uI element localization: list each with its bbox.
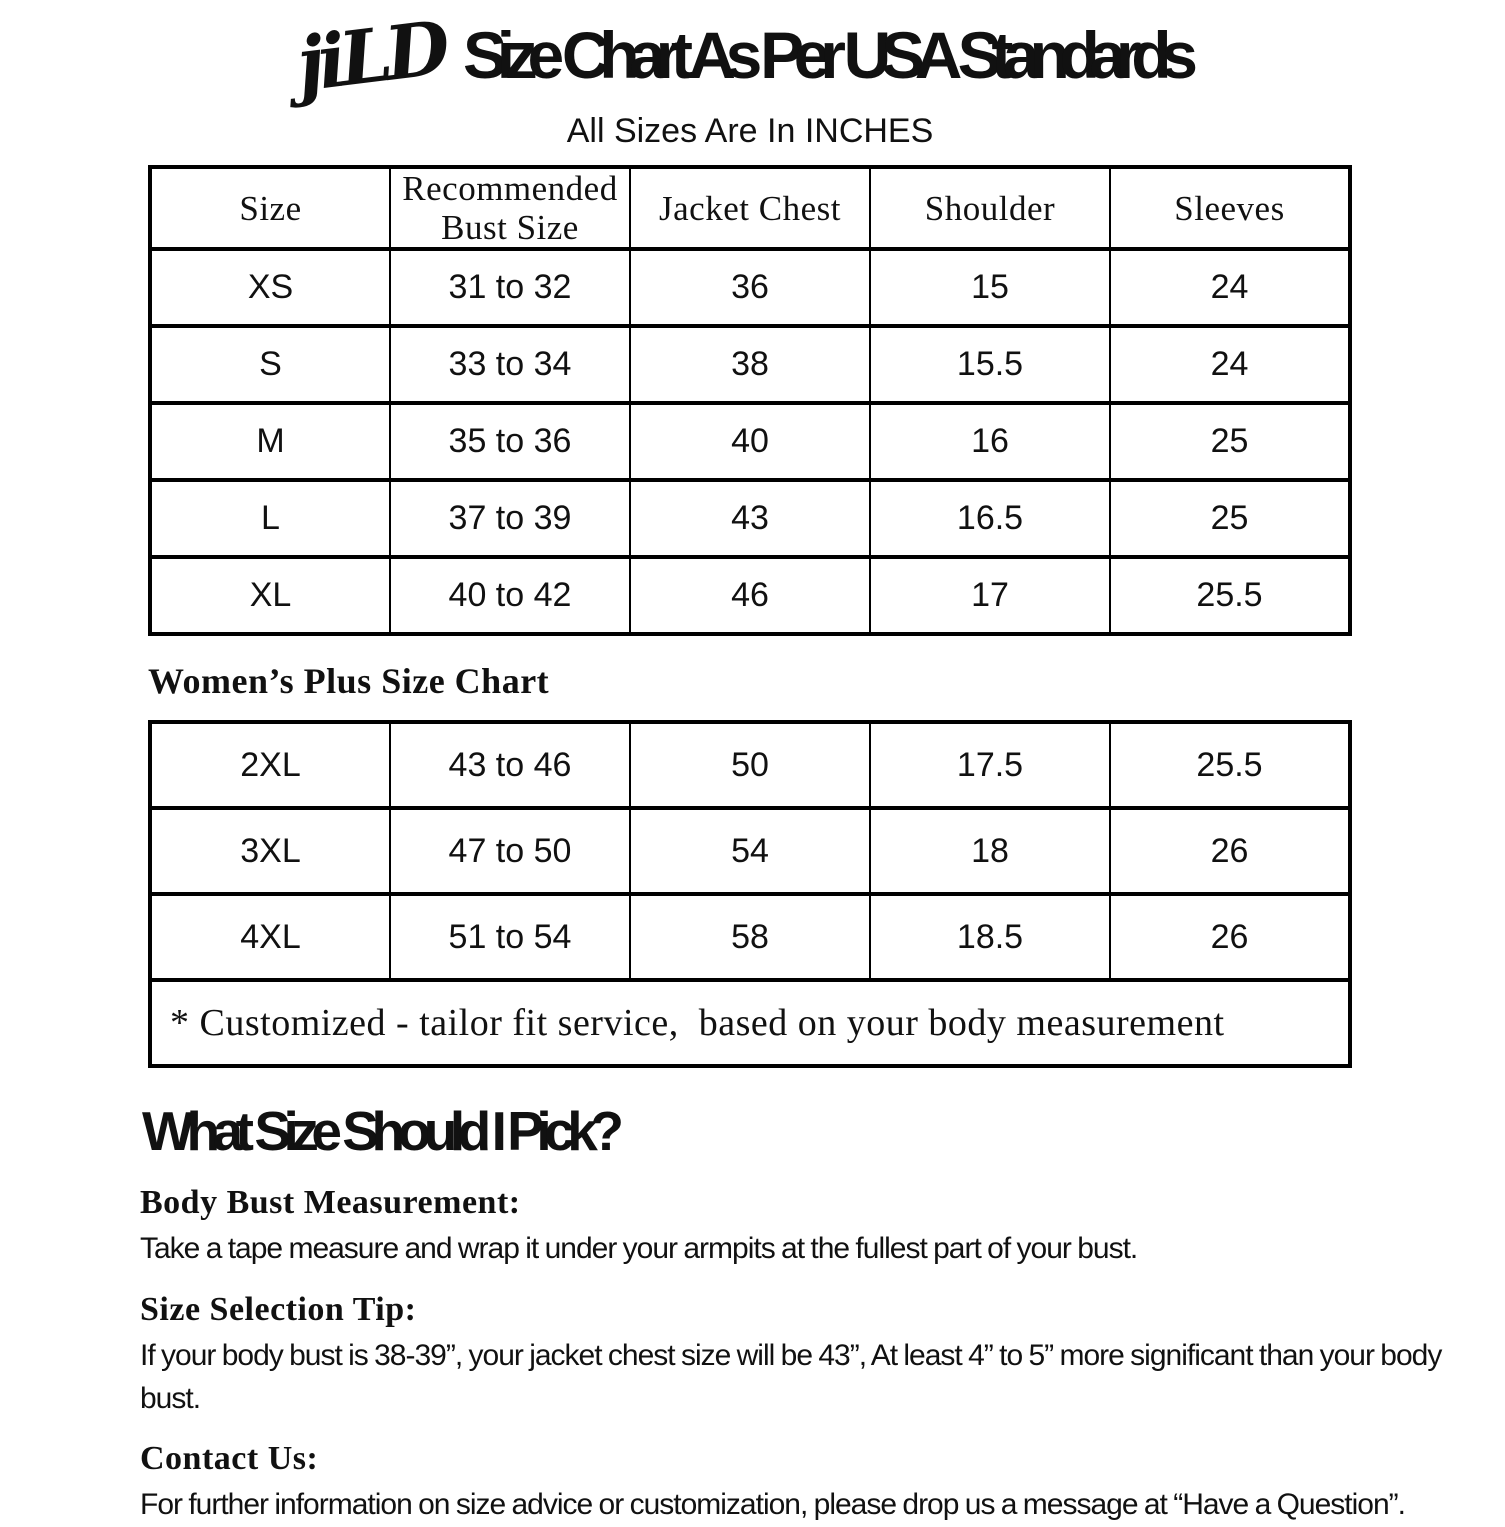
table-cell: 35 to 36 <box>390 403 630 480</box>
section-text: If your body bust is 38-39”, your jacket chest size will be 43”, At least 4” to 5” more significant than your body bust. <box>140 1338 1442 1415</box>
table-row-xl <box>150 557 1350 634</box>
table-cell: 50 <box>630 722 870 808</box>
guide-heading: What Size Should I Pick? <box>142 1100 624 1163</box>
col-header-recommended-bust-size: Recommended Bust Size <box>390 167 630 249</box>
section-text: Take a tape measure and wrap it under your armpits at the fullest part of your bust. <box>140 1232 1138 1266</box>
section-size-selection-tip <box>140 1291 1505 1420</box>
col-header-jacket-chest: Jacket Chest <box>630 167 870 249</box>
table-cell: 54 <box>630 808 870 894</box>
table-cell: 46 <box>630 557 870 634</box>
table-cell: 36 <box>630 249 870 326</box>
title-row <box>0 5 1500 112</box>
table-cell: 16 <box>870 403 1110 480</box>
size-guide <box>140 1102 1505 1526</box>
table-cell: 51 to 54 <box>390 894 630 980</box>
table-cell: 15.5 <box>870 326 1110 403</box>
table-cell: 15 <box>870 249 1110 326</box>
table-row-m <box>150 403 1350 480</box>
table-cell: 25 <box>1110 480 1350 557</box>
col-header-sleeves: Sleeves <box>1110 167 1350 249</box>
table-cell: 18 <box>870 808 1110 894</box>
table-cell: 18.5 <box>870 894 1110 980</box>
table-cell: 43 <box>630 480 870 557</box>
table-cell: 25 <box>1110 403 1350 480</box>
header <box>0 0 1500 151</box>
main-table-header-row <box>150 167 1350 249</box>
table-cell: S <box>150 326 390 403</box>
section-title: Body Bust Measurement: <box>140 1184 521 1222</box>
table-cell: 33 to 34 <box>390 326 630 403</box>
page-title: Size Chart As Per USA Standards <box>462 18 1198 92</box>
table-cell: 3XL <box>150 808 390 894</box>
table-cell: 17.5 <box>870 722 1110 808</box>
section-contact-us <box>140 1440 1505 1527</box>
col-header-size: Size <box>150 167 390 249</box>
table-cell: L <box>150 480 390 557</box>
table-cell: 24 <box>1110 326 1350 403</box>
table-cell: 17 <box>870 557 1110 634</box>
table-cell: XL <box>150 557 390 634</box>
table-row-s <box>150 326 1350 403</box>
section-body-bust-measurement <box>140 1184 1505 1271</box>
table-cell: 26 <box>1110 894 1350 980</box>
table-cell: 16.5 <box>870 480 1110 557</box>
main-size-table <box>148 165 1352 636</box>
table-cell: 26 <box>1110 808 1350 894</box>
table-row-l <box>150 480 1350 557</box>
table-cell: 43 to 46 <box>390 722 630 808</box>
table-cell: 31 to 32 <box>390 249 630 326</box>
col-header-shoulder: Shoulder <box>870 167 1110 249</box>
table-cell: 25.5 <box>1110 557 1350 634</box>
guide-heading-graphic <box>140 1102 635 1164</box>
customized-footnote: * Customized - tailor fit service, based on your body measurement <box>150 980 1350 1066</box>
table-cell: 40 <box>630 403 870 480</box>
table-cell: 38 <box>630 326 870 403</box>
table-row-2xl <box>150 722 1350 808</box>
table-cell: 25.5 <box>1110 722 1350 808</box>
table-cell: 40 to 42 <box>390 557 630 634</box>
table-row-3xl <box>150 808 1350 894</box>
page-title-graphic <box>461 14 1203 98</box>
table-cell: 58 <box>630 894 870 980</box>
table-cell: 24 <box>1110 249 1350 326</box>
table-cell: M <box>150 403 390 480</box>
table-cell: 37 to 39 <box>390 480 630 557</box>
table-row-4xl <box>150 894 1350 980</box>
plus-size-table <box>148 720 1352 1068</box>
table-cell: 47 to 50 <box>390 808 630 894</box>
table-row-xs <box>150 249 1350 326</box>
jild-logo: jiLD <box>292 5 450 109</box>
table-cell: XS <box>150 249 390 326</box>
section-title: Size Selection Tip: <box>140 1290 417 1328</box>
customized-footnote-row <box>150 980 1350 1066</box>
plus-size-heading: Women’s Plus Size Chart <box>148 661 550 702</box>
page-subtitle: All Sizes Are In INCHES <box>566 112 934 150</box>
table-cell: 4XL <box>150 894 390 980</box>
section-title: Contact Us: <box>140 1440 319 1478</box>
table-cell: 2XL <box>150 722 390 808</box>
section-text: For further information on size advice or customization, please drop us a message at “Have a Question”. <box>140 1488 1405 1522</box>
